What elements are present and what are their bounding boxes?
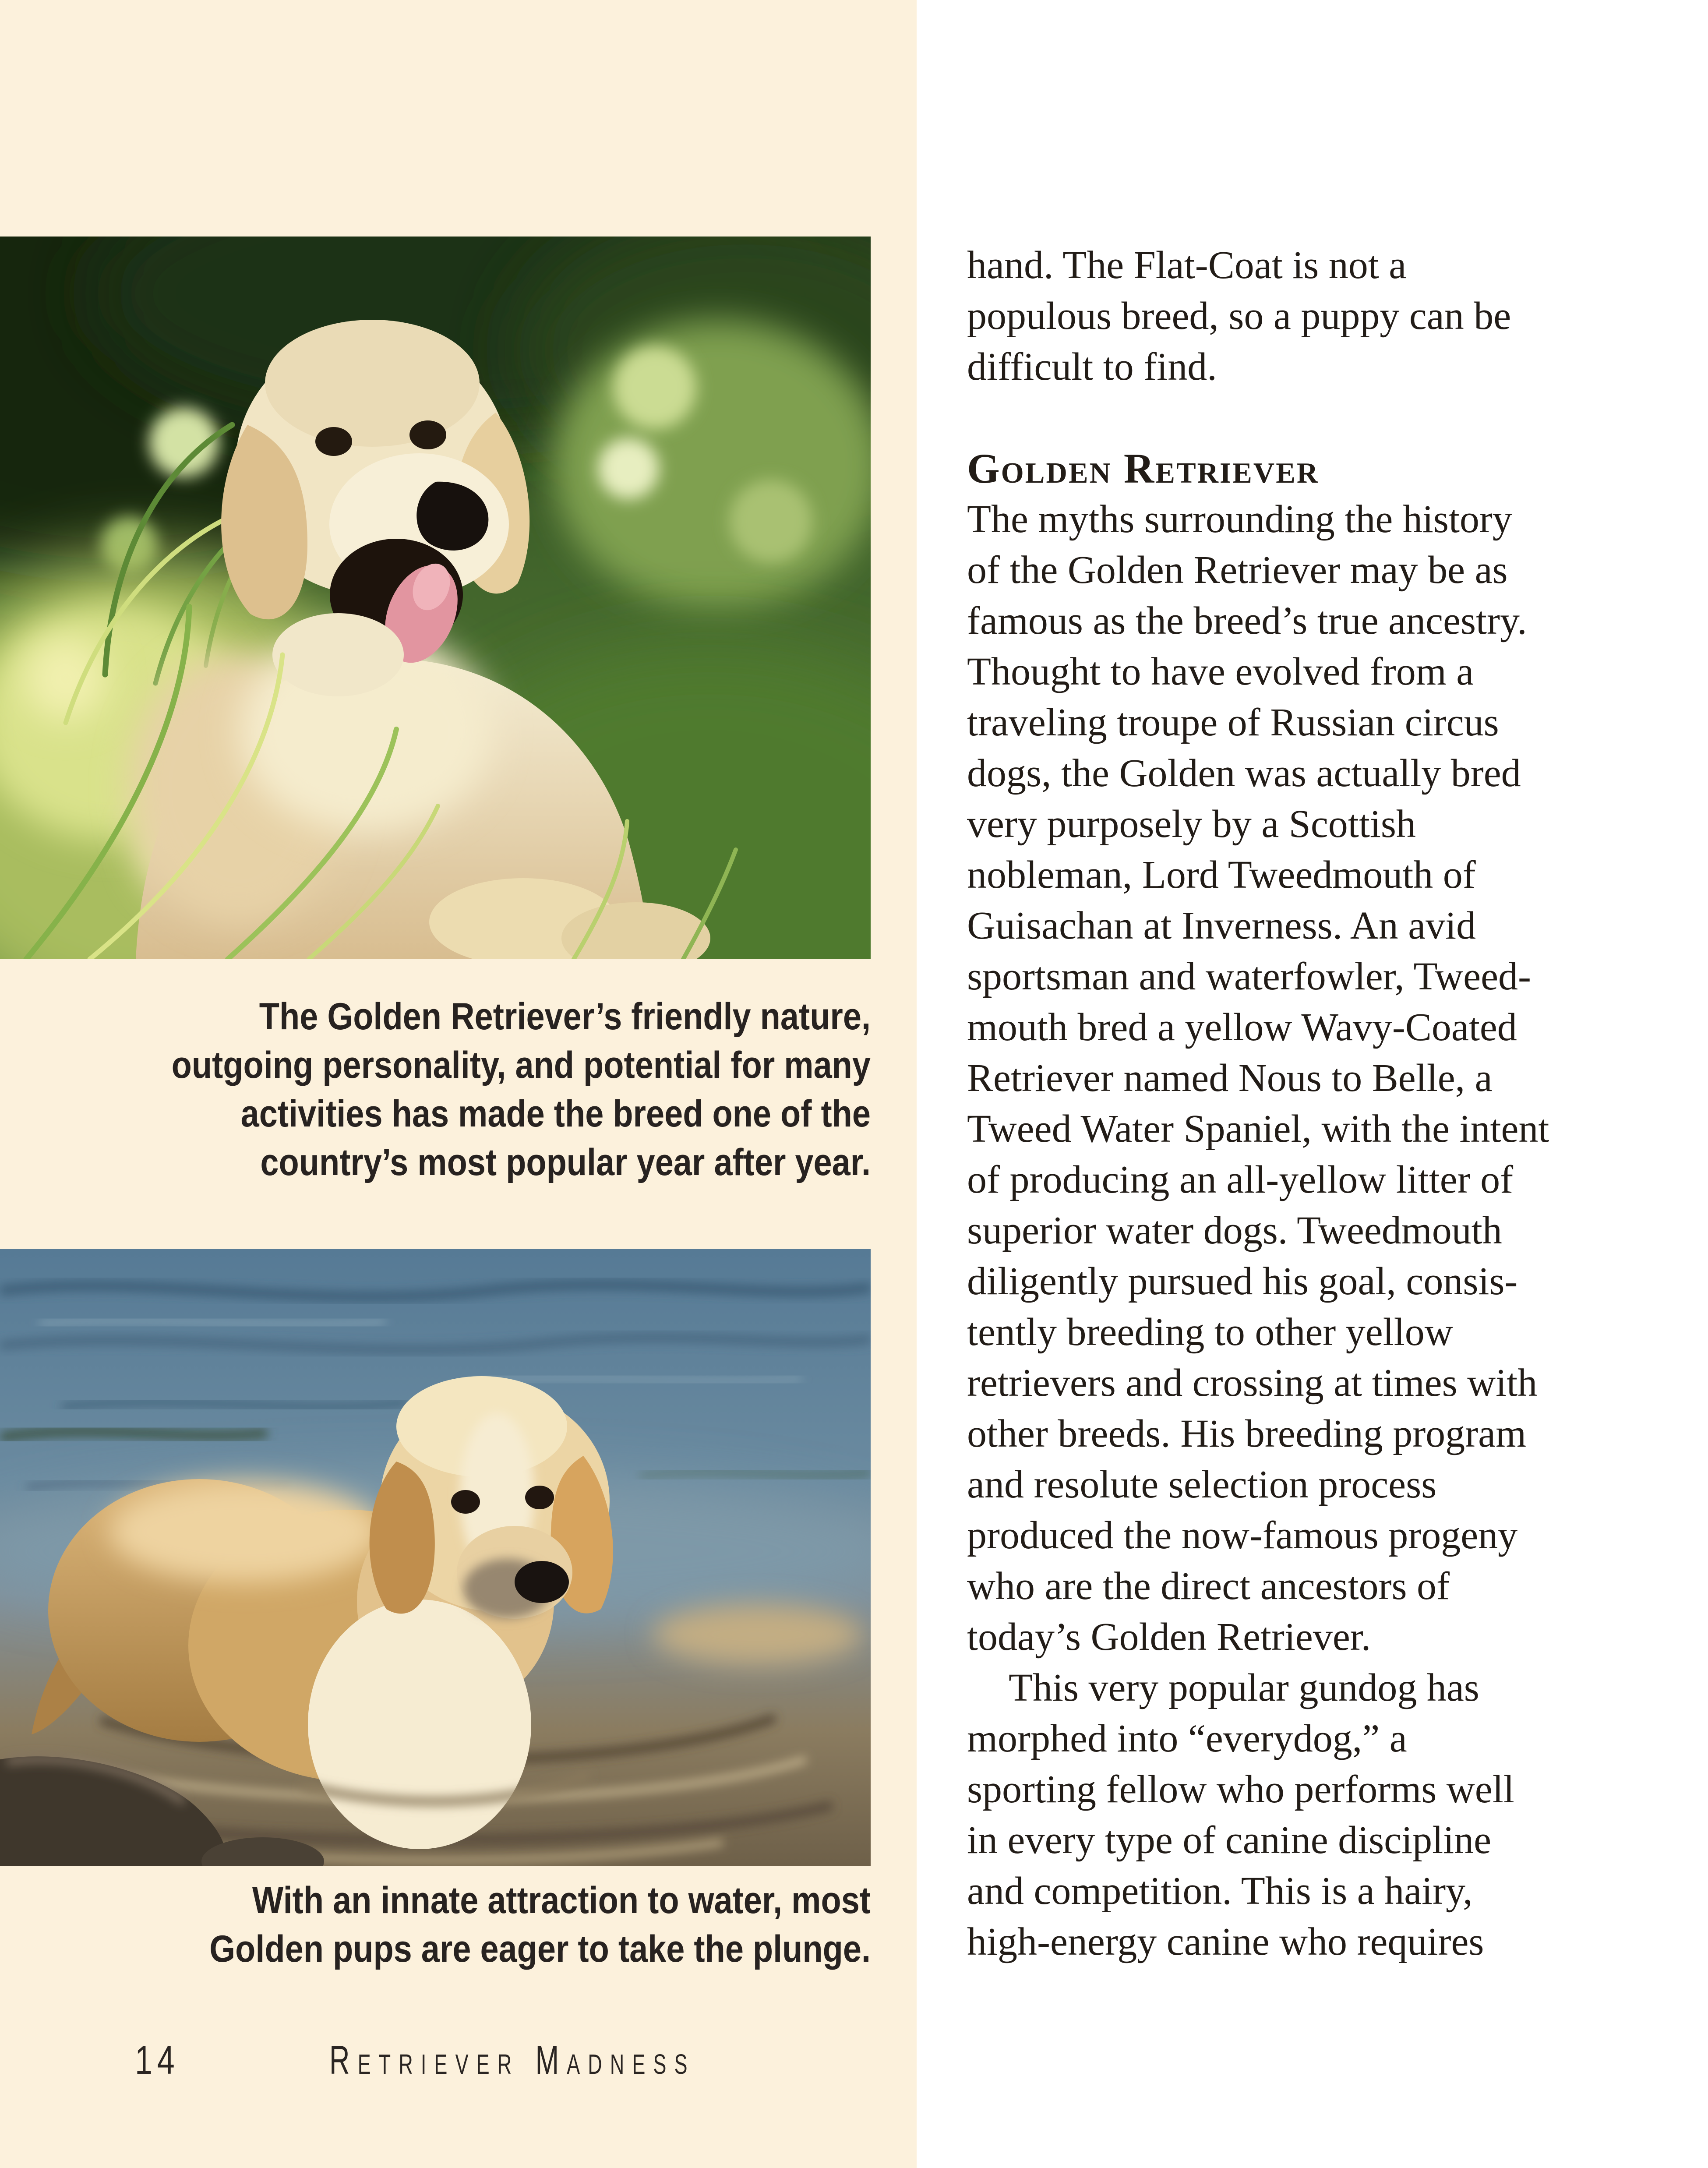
caption-line: With an innate attraction to water, most: [252, 1879, 871, 1921]
body-text-line: superior water dogs. Tweedmouth: [967, 1209, 1502, 1252]
body-text-line: other breeds. His breeding program: [967, 1412, 1527, 1455]
body-text-line: famous as the breed’s true ancestry.: [967, 599, 1527, 643]
body-text-line: diligently pursued his goal, consis-: [967, 1260, 1518, 1303]
body-text-line: retrievers and crossing at times with: [967, 1361, 1538, 1405]
body-text-line: Tweed Water Spaniel, with the intent: [967, 1107, 1549, 1151]
photo-adult-golden-retriever: [0, 237, 871, 959]
body-text-line: morphed into “everydog,” a: [967, 1717, 1407, 1760]
body-text-line: very purposely by a Scottish: [967, 802, 1416, 846]
body-text-line: difficult to find.: [967, 345, 1217, 388]
body-text-line: Thought to have evolved from a: [967, 650, 1474, 693]
body-text-line: high-energy canine who requires: [967, 1920, 1484, 1963]
body-text-line: of producing an all-yellow litter of: [967, 1158, 1514, 1201]
article-text-column: [967, 240, 1637, 1967]
photo-golden-puppy-in-water: [0, 1249, 871, 1866]
body-text-line: The myths surrounding the history: [967, 498, 1512, 541]
caption-line: country’s most popular year after year.: [260, 1141, 871, 1183]
caption-line: The Golden Retriever’s friendly nature,: [259, 996, 871, 1038]
section-heading: Golden Retriever: [967, 445, 1320, 492]
paragraph-everydog: [967, 1663, 1637, 1967]
body-text-line: tently breeding to other yellow: [967, 1310, 1453, 1354]
photo2-caption: [105, 1876, 871, 1974]
book-title: Retriever Madness: [329, 2038, 695, 2083]
body-text-line: produced the now-famous progeny: [967, 1514, 1518, 1557]
body-text-line: mouth bred a yellow Wavy-Coated: [967, 1006, 1517, 1049]
body-text-line: sporting fellow who performs well: [967, 1768, 1514, 1811]
body-text-line: in every type of canine discipline: [967, 1818, 1492, 1862]
body-text-line: populous breed, so a puppy can be: [967, 294, 1511, 338]
body-text-line: hand. The Flat-Coat is not a: [967, 244, 1407, 287]
body-text-line: traveling troupe of Russian circus: [967, 701, 1499, 744]
caption-line: outgoing personality, and potential for many: [171, 1044, 871, 1086]
body-text-line: and competition. This is a hairy,: [967, 1869, 1473, 1913]
paragraph-continued: [967, 240, 1637, 392]
caption-line: Golden pups are eager to take the plunge.: [209, 1928, 871, 1970]
page-footer: [0, 2037, 917, 2094]
body-text-line: and resolute selection process: [967, 1463, 1437, 1506]
caption-line: activities has made the breed one of the: [240, 1093, 871, 1135]
photo2-illustration: [0, 1249, 871, 1866]
body-text-line: dogs, the Golden was actually bred: [967, 752, 1521, 795]
body-text-line: This very popular gundog has: [1009, 1666, 1479, 1709]
body-text-line: nobleman, Lord Tweedmouth of: [967, 853, 1476, 897]
body-text-line: today’s Golden Retriever.: [967, 1615, 1371, 1659]
paragraph-breed-history: [967, 494, 1637, 1663]
body-text-line: of the Golden Retriever may be as: [967, 548, 1508, 592]
body-text-line: who are the direct ancestors of: [967, 1564, 1450, 1608]
body-text-line: Retriever named Nous to Belle, a: [967, 1056, 1493, 1100]
body-text-line: Guisachan at Inverness. An avid: [967, 904, 1476, 947]
photo1-illustration: [0, 237, 871, 959]
photo1-caption: [105, 992, 871, 1187]
body-text-line: sportsman and waterfowler, Tweed-: [967, 955, 1531, 998]
page-number: 14: [135, 2038, 180, 2083]
